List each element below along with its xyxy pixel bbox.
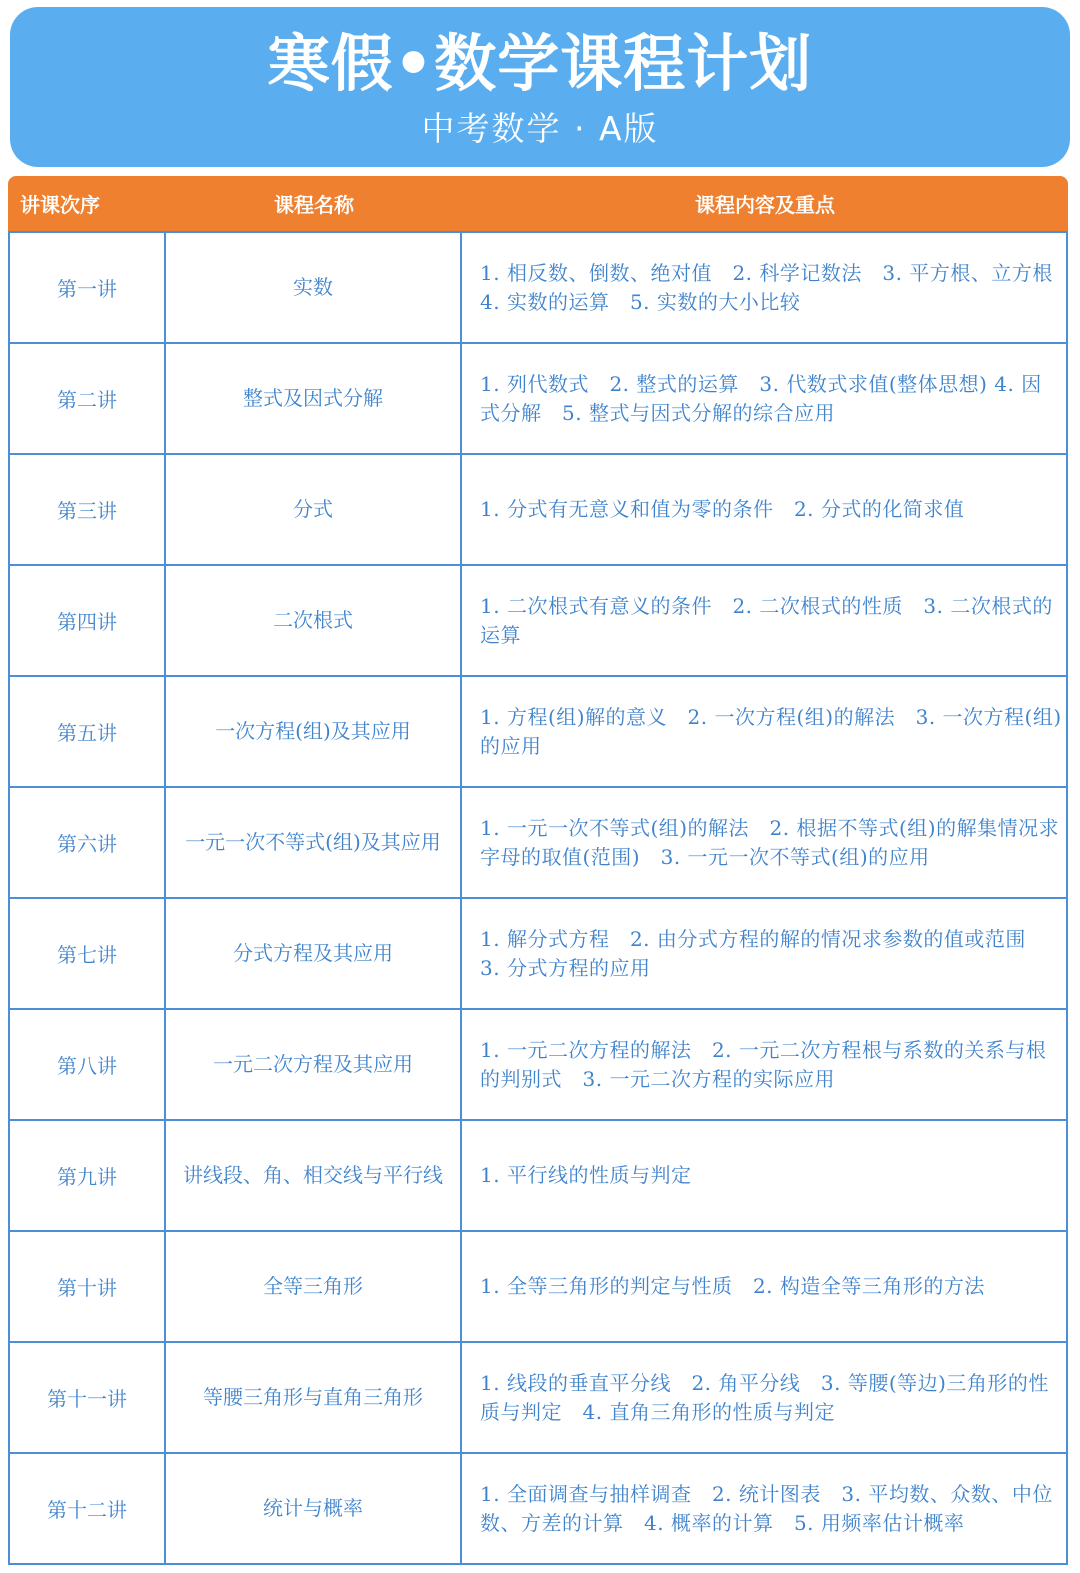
page-subtitle: 中考数学 · A版 (421, 109, 659, 148)
header-content: 课程内容及重点 (695, 193, 835, 217)
header-name: 课程名称 (274, 193, 354, 217)
name-cell: 分式 (166, 455, 462, 564)
page-title: 寒假•数学课程计划 (267, 27, 813, 100)
course-table (8, 176, 1074, 1565)
content-cell: 1. 方程(组)解的意义 2. 一次方程(组)的解法 3. 一次方程(组)的应用 (480, 704, 1062, 758)
name-cell: 统计与概率 (166, 1454, 462, 1563)
order-cell: 第三讲 (10, 455, 166, 564)
order-cell: 第七讲 (10, 899, 166, 1008)
name-cell: 一元二次方程及其应用 (166, 1010, 462, 1119)
content-cell: 1. 线段的垂直平分线 2. 角平分线 3. 等腰(等边)三角形的性质与判定 4. 直角三角形的性质与判定 (480, 1370, 1049, 1424)
order-cell: 第二讲 (10, 344, 166, 453)
name-cell: 等腰三角形与直角三角形 (166, 1343, 462, 1452)
content-cell: 1. 平行线的性质与判定 (480, 1163, 692, 1187)
table-header (8, 176, 1068, 231)
order-cell: 第六讲 (10, 788, 166, 897)
order-cell: 第八讲 (10, 1010, 166, 1119)
content-cell: 1. 全等三角形的判定与性质 2. 构造全等三角形的方法 (480, 1274, 985, 1298)
name-cell: 整式及因式分解 (166, 344, 462, 453)
content-cell: 1. 列代数式 2. 整式的运算 3. 代数式求值(整体思想) 4. 因式分解 5. 整式与因式分解的综合应用 (480, 371, 1042, 425)
content-cell: 1. 二次根式有意义的条件 2. 二次根式的性质 3. 二次根式的运算 (480, 593, 1053, 647)
content-cell: 1. 一元一次不等式(组)的解法 2. 根据不等式(组)的解集情况求字母的取值(范围) 3. 一元一次不等式(组)的应用 (480, 815, 1060, 869)
name-cell: 一次方程(组)及其应用 (166, 677, 462, 786)
content-cell: 1. 解分式方程 2. 由分式方程的解的情况求参数的值或范围 3. 分式方程的应用 (480, 926, 1047, 980)
name-cell: 分式方程及其应用 (166, 899, 462, 1008)
table-row (10, 788, 1066, 899)
title-banner (10, 7, 1070, 167)
table-row (10, 1232, 1066, 1343)
content-cell: 1. 相反数、倒数、绝对值 2. 科学记数法 3. 平方根、立方根 4. 实数的运算 5. 实数的大小比较 (480, 260, 1074, 314)
table-row (10, 344, 1066, 455)
table-row (10, 1454, 1066, 1565)
order-cell: 第一讲 (10, 233, 166, 342)
header-order: 讲课次序 (20, 193, 100, 217)
table-row (10, 1121, 1066, 1232)
order-cell: 第五讲 (10, 677, 166, 786)
order-cell: 第九讲 (10, 1121, 166, 1230)
table-row (10, 1343, 1066, 1454)
order-cell: 第十一讲 (10, 1343, 166, 1452)
name-cell: 二次根式 (166, 566, 462, 675)
order-cell: 第十二讲 (10, 1454, 166, 1563)
content-cell: 1. 全面调查与抽样调查 2. 统计图表 3. 平均数、众数、中位数、方差的计算 4. 概率的计算 5. 用频率估计概率 (480, 1481, 1053, 1535)
name-cell: 全等三角形 (166, 1232, 462, 1341)
table-row (10, 233, 1074, 344)
table-row (10, 455, 1066, 566)
table-row (10, 566, 1066, 677)
name-cell: 实数 (166, 233, 462, 342)
table-row (10, 1010, 1066, 1121)
order-cell: 第四讲 (10, 566, 166, 675)
table-body (8, 231, 1074, 1565)
table-row (10, 677, 1066, 788)
name-cell: 讲线段、角、相交线与平行线 (166, 1121, 462, 1230)
content-cell: 1. 一元二次方程的解法 2. 一元二次方程根与系数的关系与根的判别式 3. 一元二次方程的实际应用 (480, 1037, 1047, 1091)
table-row (10, 899, 1066, 1010)
name-cell: 一元一次不等式(组)及其应用 (166, 788, 462, 897)
content-cell: 1. 分式有无意义和值为零的条件 2. 分式的化简求值 (480, 497, 965, 521)
order-cell: 第十讲 (10, 1232, 166, 1341)
